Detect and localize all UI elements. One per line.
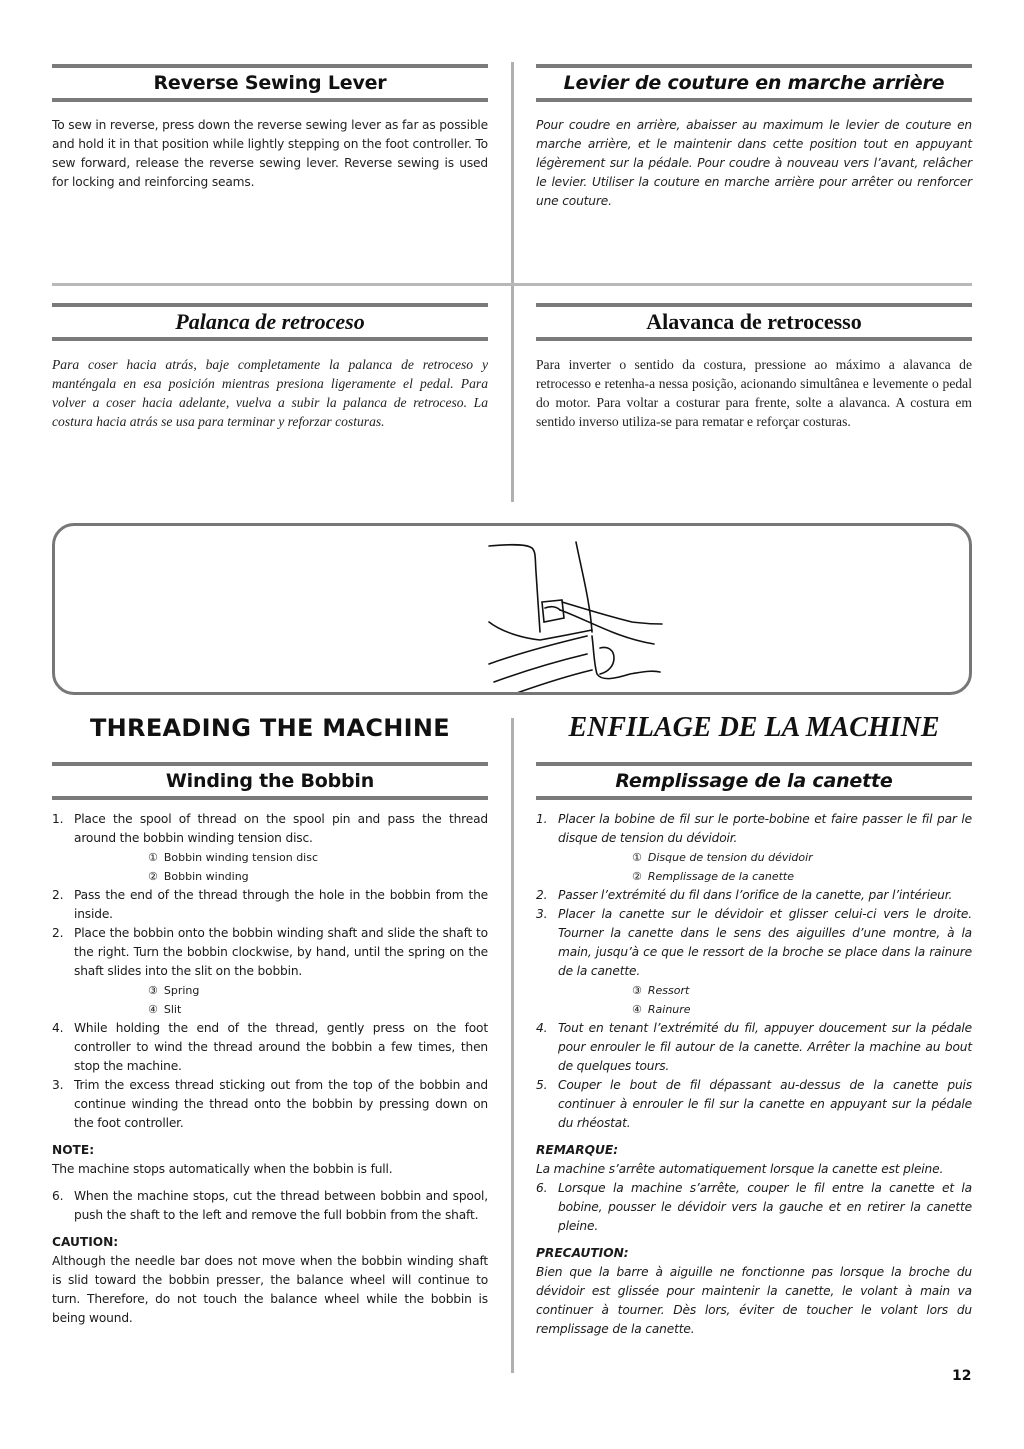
callout-number-3: ③	[632, 984, 642, 997]
section-title: Palanca de retroceso	[175, 309, 365, 334]
callout-text: Rainure	[647, 1003, 691, 1016]
note-label: NOTE:	[52, 1143, 95, 1157]
step-text: Place the bobbin onto the bobbin winding shaft and slide the shaft to the right. Turn the bobbin clockwise, by hand, until the spring on the shaft slides into the slit on the bobbin.	[74, 926, 488, 978]
step-text: Place the spool of thread on the spool pin and pass the thread around the bobbin winding tension disc.	[74, 812, 488, 845]
step-number: 2.	[52, 926, 64, 940]
step-item	[536, 810, 972, 848]
step-number: 6.	[536, 1181, 548, 1195]
note-label: REMARQUE:	[536, 1143, 619, 1157]
step-number: 3.	[536, 907, 548, 921]
callout-number-2: ②	[148, 870, 158, 883]
step-number: 6.	[52, 1189, 64, 1203]
section-title: Alavanca de retrocesso	[646, 309, 862, 334]
top-column-divider	[511, 62, 514, 502]
section-header	[52, 64, 488, 102]
chapter-title: THREADING THE MACHINE	[90, 714, 450, 742]
step-number: 3.	[52, 1078, 64, 1092]
callout-item	[536, 1000, 972, 1019]
callout-text: Spring	[163, 984, 200, 997]
callout-number-4: ④	[632, 1003, 642, 1016]
section-title: Reverse Sewing Lever	[153, 72, 387, 94]
bottom-column-divider	[511, 718, 514, 1373]
step-text: Passer l’extrémité du fil dans l’orifice de la canette, par l’intérieur.	[558, 888, 953, 902]
section-threading-en	[52, 706, 488, 1328]
callout-text: Remplissage de la canette	[647, 870, 795, 883]
caution-text: Bien que la barre à aiguille ne fonctionne pas lorsque la broche du dévidoir est glissée pour maintenir la canette, le volant à main va continuer à tourner. Dès lors, éviter de toucher le volant lors du remplissage de la canette.	[536, 1265, 972, 1336]
step-item	[536, 886, 972, 905]
section-reverse-lever-en	[52, 64, 488, 192]
step-item	[536, 905, 972, 981]
callout-item	[536, 981, 972, 1000]
step-text: Lorsque la machine s’arrête, couper le fil entre la canette et la bobine, pousser le dévidoir vers la gauche et en retirer la canette pleine.	[558, 1181, 972, 1233]
callout-item	[536, 848, 972, 867]
step-text: Trim the excess thread sticking out from the top of the bobbin and continue winding the thread onto the bobbin by pressing down on the foot controller.	[74, 1078, 488, 1130]
step-text: When the machine stops, cut the thread between bobbin and spool, push the shaft to the left and remove the full bobbin from the shaft.	[74, 1189, 488, 1222]
step-number: 1.	[536, 812, 548, 826]
step-item	[52, 1019, 488, 1076]
callout-item	[52, 1000, 488, 1019]
step-number: 2.	[536, 888, 548, 902]
step-text: Pass the end of the thread through the hole in the bobbin from the inside.	[74, 888, 488, 921]
section-reverse-lever-pt	[536, 303, 972, 431]
callout-text: Bobbin winding tension disc	[163, 851, 319, 864]
step-item	[52, 924, 488, 981]
step-item	[52, 1187, 488, 1225]
page-number: 12	[952, 1368, 972, 1384]
callout-number-4: ④	[148, 1003, 158, 1016]
section-title: Levier de couture en marche arrière	[563, 72, 945, 94]
callout-item	[52, 848, 488, 867]
chapter-title: ENFILAGE DE LA MACHINE	[568, 712, 940, 743]
section-header	[536, 303, 972, 341]
section-reverse-lever-es	[52, 303, 488, 431]
callout-text: Bobbin winding	[163, 870, 249, 883]
step-item	[52, 810, 488, 848]
step-number: 4.	[536, 1021, 548, 1035]
callout-number-1: ①	[632, 851, 642, 864]
step-text: Placer la bobine de fil sur le porte-bobine et faire passer le fil par le disque de tension du dévidoir.	[558, 812, 972, 845]
caution-text: Although the needle bar does not move when the bobbin winding shaft is slid toward the bobbin presser, the balance wheel will continue to turn. Therefore, do not touch the balance wheel while the bobbin is being wound.	[52, 1254, 488, 1325]
callout-text: Slit	[163, 1003, 182, 1016]
section-header	[536, 64, 972, 102]
step-number: 5.	[536, 1078, 548, 1092]
step-item	[52, 886, 488, 924]
step-item	[52, 1076, 488, 1133]
reverse-lever-hand-illustration	[432, 532, 722, 692]
step-text: Tout en tenant l’extrémité du fil, appuyer doucement sur la pédale pour enrouler le fil autour de la canette. Arrêter la machine au bout de quelques tours.	[558, 1021, 972, 1073]
steps-list-continued	[52, 1187, 488, 1225]
note-text: The machine stops automatically when the bobbin is full.	[52, 1162, 393, 1176]
step-number: 1.	[52, 812, 64, 826]
step-number: 4.	[52, 1021, 64, 1035]
step-text: Placer la canette sur le dévidoir et glisser celui-ci vers le droite. Tourner la canette dans le sens des aiguilles d’une montre, à la main, jusqu’à ce que le ressort de la broche se place dans la rainure de la canette.	[558, 907, 972, 978]
section-header	[52, 762, 488, 800]
steps-list-continued	[536, 1179, 972, 1236]
caution-label: CAUTION:	[52, 1235, 119, 1249]
section-body: Para coser hacia atrás, baje completamente la palanca de retroceso y manténgala en esa posición mientras presiona ligeramente el pedal. Para volver a coser hacia adelante, vuelva a subir la palanca de retroceso. La costura hacia atrás se usa para terminar y reforzar costuras.	[52, 357, 488, 429]
section-title: Remplissage de la canette	[615, 770, 893, 792]
section-body: Pour coudre en arrière, abaisser au maximum le levier de couture en marche arrière, et le maintenir dans cette position tout en appuyant légèrement sur la pédale. Pour coudre à nouveau vers l’avant, relâcher le levier. Utiliser la couture en marche arrière pour arrêter ou renforcer une couture.	[536, 118, 972, 208]
step-item	[536, 1019, 972, 1076]
callout-text: Disque de tension du dévidoir	[647, 851, 813, 864]
caution-label: PRECAUTION:	[536, 1246, 629, 1260]
callout-number-1: ①	[148, 851, 158, 864]
callout-text: Ressort	[647, 984, 690, 997]
section-title: Winding the Bobbin	[165, 770, 375, 792]
callout-item	[52, 867, 488, 886]
steps-list	[536, 810, 972, 1133]
section-reverse-lever-fr	[536, 64, 972, 211]
section-header	[536, 762, 972, 800]
step-item	[536, 1179, 972, 1236]
note-text: La machine s’arrête automatiquement lorsque la canette est pleine.	[536, 1162, 944, 1176]
top-row-divider	[52, 283, 972, 286]
callout-item	[536, 867, 972, 886]
step-number: 2.	[52, 888, 64, 902]
callout-number-2: ②	[632, 870, 642, 883]
steps-list	[52, 810, 488, 1133]
section-body: To sew in reverse, press down the reverse sewing lever as far as possible and hold it in that position while lightly stepping on the foot controller. To sew forward, release the reverse sewing lever. Reverse sewing is used for locking and reinforcing seams.	[52, 118, 488, 189]
section-header	[52, 303, 488, 341]
step-text: Couper le bout de fil dépassant au-dessus de la canette puis continuer à enrouler le fil sur la canette en appuyant sur la pédale du rhéostat.	[558, 1078, 972, 1130]
step-text: While holding the end of the thread, gently press on the foot controller to wind the thread around the bobbin a few times, then stop the machine.	[74, 1021, 488, 1073]
section-body: Para inverter o sentido da costura, pressione ao máximo a alavanca de retrocesso e retenha-a nessa posição, acionando simultânea e levemente o pedal do motor. Para voltar a costurar para frente, solte a alavanca. A costura em sentido inverso utiliza-se para rematar e reforçar costuras.	[536, 357, 972, 429]
step-item	[536, 1076, 972, 1133]
reverse-lever-illustration-frame	[52, 523, 972, 695]
callout-number-3: ③	[148, 984, 158, 997]
section-threading-fr	[536, 706, 972, 1339]
callout-item	[52, 981, 488, 1000]
